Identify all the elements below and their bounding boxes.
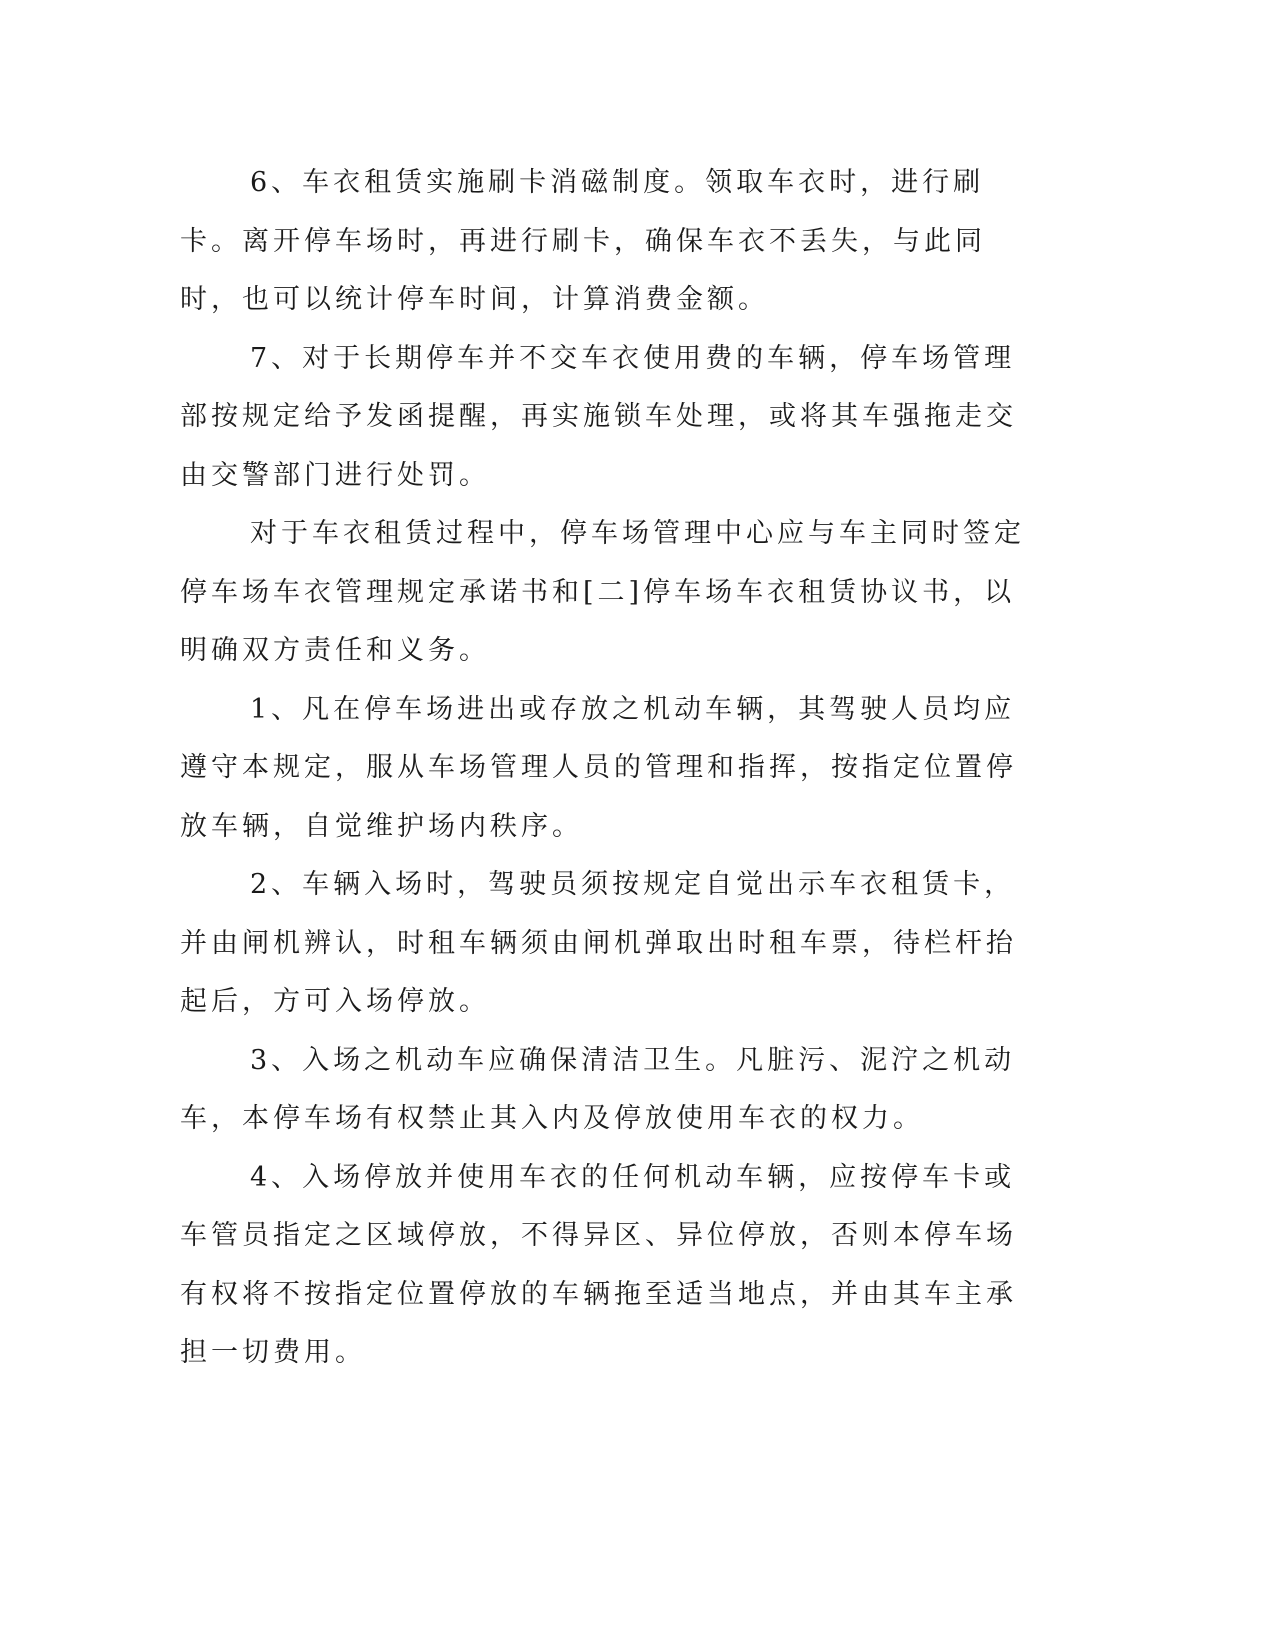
- document-body: [180, 154, 1028, 1383]
- paragraph-agreement-note: 对于车衣租赁过程中，停车场管理中心应与车主同时签定停车场车衣管理规定承诺书和[二]停车场车衣租赁协议书，以明确双方责任和义务。: [180, 518, 1025, 666]
- paragraph-rule-4: 4、入场停放并使用车衣的任何机动车辆，应按停车卡或车管员指定之区域停放，不得异区、异位停放，否则本停车场有权将不按指定位置停放的车辆拖至适当地点，并由其车主承担一切费用。: [180, 1161, 1017, 1368]
- paragraph-rule-2: 2、车辆入场时，驾驶员须按规定自觉出示车衣租赁卡，并由闸机辨认，时租车辆须由闸机弹取出时租车票，待栏杆抬起后，方可入场停放。: [180, 869, 1017, 1017]
- paragraph-rule-1: 1、凡在停车场进出或存放之机动车辆，其驾驶人员均应遵守本规定，服从车场管理人员的管理和指挥，按指定位置停放车辆，自觉维护场内秩序。: [180, 693, 1017, 842]
- paragraph-rule-7: 7、对于长期停车并不交车衣使用费的车辆，停车场管理部按规定给予发函提醒，再实施锁车处理，或将其车强拖走交由交警部门进行处罚。: [180, 342, 1017, 491]
- paragraph-rule-3: 3、入场之机动车应确保清洁卫生。凡脏污、泥泞之机动车，本停车场有权禁止其入内及停放使用车衣的权力。: [180, 1044, 1016, 1134]
- paragraph-rule-6: 6、车衣租赁实施刷卡消磁制度。领取车衣时，进行刷卡。离开停车场时，再进行刷卡，确保车衣不丢失，与此同时，也可以统计停车时间，计算消费金额。: [180, 167, 986, 315]
